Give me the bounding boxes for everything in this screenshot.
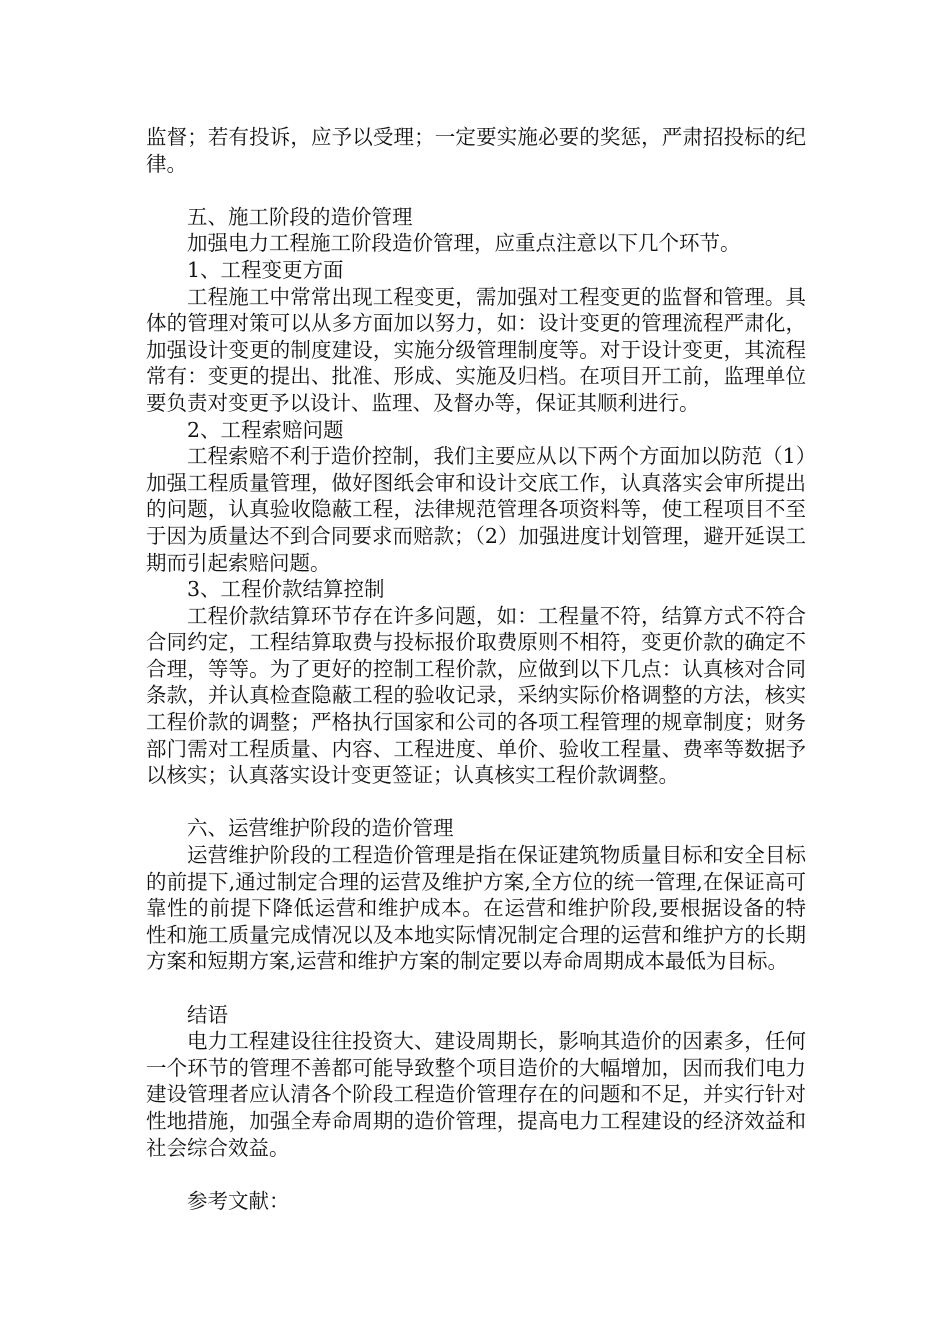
spacer	[146, 789, 806, 816]
document-page	[146, 124, 806, 1214]
subheading-settlement: 3、工程价款结算控制	[187, 577, 385, 602]
paragraph-claims: 工程索赔不利于造价控制，我们主要应从以下两个方面加以防范（1）加强工程质量管理，做好图纸会审和设计交底工作，认真落实会审所提出的问题，认真验收隐蔽工程，法律规范管理各项资料等，使工程项目不至于因为质量达不到合同要求而赔款；（2）加强进度计划管理，避开延误工期而引起索赔问题。	[146, 444, 806, 575]
section-heading-operation: 六、运营维护阶段的造价管理	[187, 816, 454, 841]
subheading-claims: 2、工程索赔问题	[187, 417, 344, 442]
spacer	[146, 975, 806, 1002]
section-intro: 加强电力工程施工阶段造价管理，应重点注意以下几个环节。	[187, 231, 741, 256]
paragraph-settlement: 工程价款结算环节存在许多问题，如：工程量不符，结算方式不符合合同约定，工程结算取费与投标报价取费原则不相符，变更价款的确定不合理，等等。为了更好的控制工程价款，应做到以下几点：认真核对合同条款，并认真检查隐蔽工程的验收记录，采纳实际价格调整的方法，核实工程价款的调整；严格执行国家和公司的各项工程管理的规章制度；财务部门需对工程质量、内容、工程进度、单价、验收工程量、费率等数据予以核实；认真落实设计变更签证；认真核实工程价款调整。	[146, 603, 806, 788]
conclusion-heading: 结语	[187, 1002, 228, 1027]
paragraph-change: 工程施工中常常出现工程变更，需加强对工程变更的监督和管理。具体的管理对策可以从多方面加以努力，如：设计变更的管理流程严肃化，加强设计变更的制度建设，实施分级管理制度等。对于设计变更，其流程常有：变更的提出、批准、形成、实施及归档。在项目开工前，监理单位要负责对变更予以设计、监理、及督办等，保证其顺利进行。	[146, 284, 806, 415]
subheading-change: 1、工程变更方面	[187, 257, 344, 282]
paragraph-operation: 运营维护阶段的工程造价管理是指在保证建筑物质量目标和安全目标的前提下,通过制定合理的运营及维护方案,全方位的统一管理,在保证高可靠性的前提下降低运营和维护成本。在运营和维护阶段,要根据设备的特性和施工质量完成情况以及本地实际情况制定合理的运营和维护方的长期方案和短期方案,运营和维护方案的制定要以寿命周期成本最低为目标。	[146, 843, 806, 974]
paragraph-continuation: 监督；若有投诉，应予以受理；一定要实施必要的奖惩，严肃招投标的纪律。	[146, 125, 806, 176]
spacer	[146, 177, 806, 204]
paragraph-conclusion: 电力工程建设往往投资大、建设周期长，影响其造价的因素多，任何一个环节的管理不善都可能导致整个项目造价的大幅增加，因而我们电力建设管理者应认清各个阶段工程造价管理存在的问题和不足，并实行针对性地措施，加强全寿命周期的造价管理，提高电力工程建设的经济效益和社会综合效益。	[146, 1029, 806, 1160]
references-heading: 参考文献：	[187, 1188, 290, 1213]
section-heading-construction: 五、施工阶段的造价管理	[187, 204, 413, 229]
spacer	[146, 1161, 806, 1188]
